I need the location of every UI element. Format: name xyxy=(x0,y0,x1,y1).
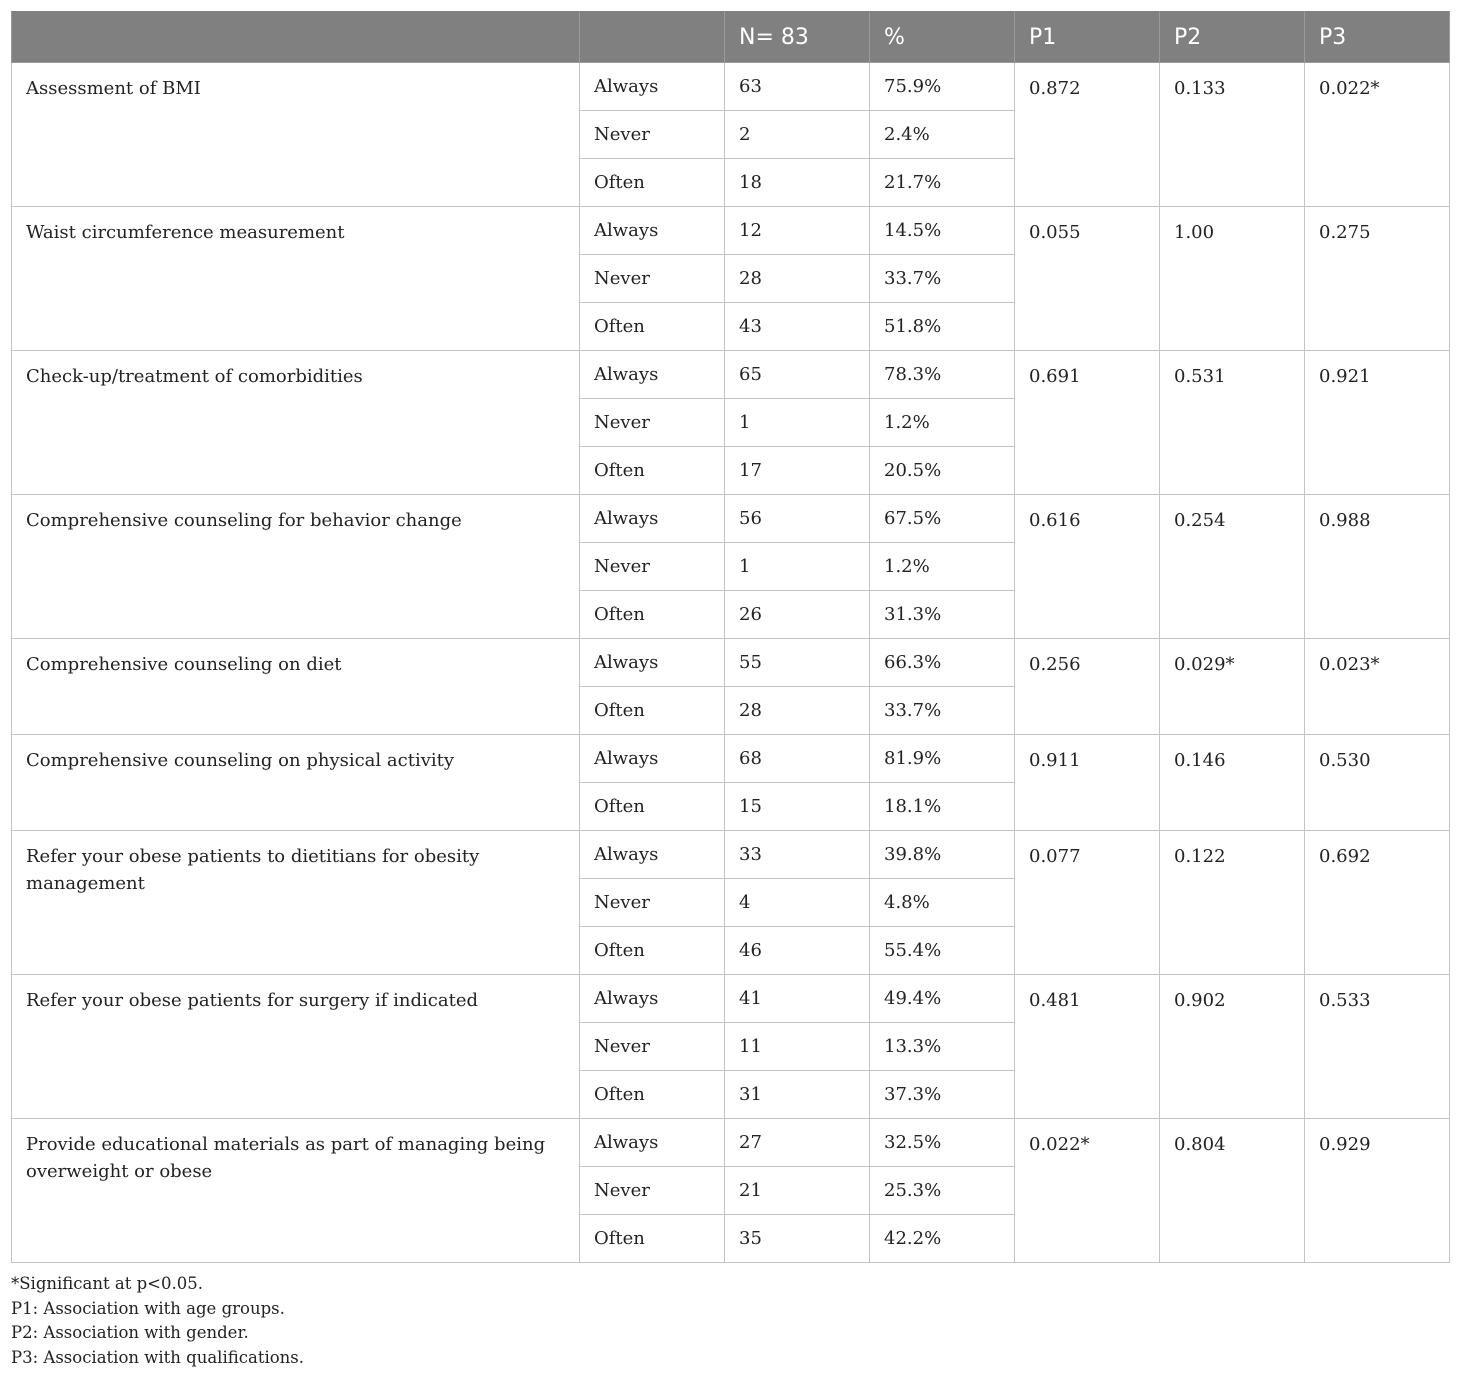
response-label: Always xyxy=(580,1119,725,1167)
p2-value: 0.804 xyxy=(1160,1119,1305,1263)
response-percent: 31.3% xyxy=(870,591,1015,639)
response-percent: 81.9% xyxy=(870,735,1015,783)
response-count: 56 xyxy=(725,495,870,543)
header-row xyxy=(12,12,1450,63)
table-row xyxy=(12,63,1450,111)
response-label: Never xyxy=(580,1023,725,1071)
p2-value: 0.133 xyxy=(1160,63,1305,207)
item-label: Refer your obese patients for surgery if indicated xyxy=(12,975,580,1119)
survey-results-table xyxy=(11,11,1450,1263)
response-label: Often xyxy=(580,303,725,351)
p3-value: 0.929 xyxy=(1305,1119,1450,1263)
response-percent: 39.8% xyxy=(870,831,1015,879)
response-count: 33 xyxy=(725,831,870,879)
response-percent: 75.9% xyxy=(870,63,1015,111)
response-count: 28 xyxy=(725,687,870,735)
response-percent: 4.8% xyxy=(870,879,1015,927)
response-count: 65 xyxy=(725,351,870,399)
response-percent: 49.4% xyxy=(870,975,1015,1023)
item-label: Comprehensive counseling on diet xyxy=(12,639,580,735)
response-percent: 33.7% xyxy=(870,255,1015,303)
response-label: Always xyxy=(580,735,725,783)
footnote-p1: P1: Association with age groups. xyxy=(11,1298,285,1318)
response-percent: 78.3% xyxy=(870,351,1015,399)
p1-value: 0.055 xyxy=(1015,207,1160,351)
response-count: 2 xyxy=(725,111,870,159)
p2-value: 0.254 xyxy=(1160,495,1305,639)
response-percent: 13.3% xyxy=(870,1023,1015,1071)
response-label: Always xyxy=(580,63,725,111)
response-percent: 21.7% xyxy=(870,159,1015,207)
response-label: Often xyxy=(580,927,725,975)
response-percent: 2.4% xyxy=(870,111,1015,159)
p3-value: 0.921 xyxy=(1305,351,1450,495)
p2-value: 0.029* xyxy=(1160,639,1305,735)
header-percent: % xyxy=(870,12,1015,63)
response-percent: 55.4% xyxy=(870,927,1015,975)
p3-value: 0.533 xyxy=(1305,975,1450,1119)
response-count: 18 xyxy=(725,159,870,207)
p1-value: 0.022* xyxy=(1015,1119,1160,1263)
p3-value: 0.530 xyxy=(1305,735,1450,831)
item-label: Waist circumference measurement xyxy=(12,207,580,351)
p2-value: 0.902 xyxy=(1160,975,1305,1119)
p2-value: 0.146 xyxy=(1160,735,1305,831)
response-count: 43 xyxy=(725,303,870,351)
response-percent: 1.2% xyxy=(870,399,1015,447)
response-label: Always xyxy=(580,975,725,1023)
response-label: Never xyxy=(580,399,725,447)
response-count: 27 xyxy=(725,1119,870,1167)
p2-value: 0.122 xyxy=(1160,831,1305,975)
response-label: Always xyxy=(580,495,725,543)
response-label: Often xyxy=(580,687,725,735)
item-label: Assessment of BMI xyxy=(12,63,580,207)
response-count: 1 xyxy=(725,399,870,447)
response-count: 46 xyxy=(725,927,870,975)
response-label: Always xyxy=(580,831,725,879)
table-row xyxy=(12,351,1450,399)
response-count: 68 xyxy=(725,735,870,783)
response-count: 15 xyxy=(725,783,870,831)
response-percent: 32.5% xyxy=(870,1119,1015,1167)
response-percent: 67.5% xyxy=(870,495,1015,543)
response-percent: 42.2% xyxy=(870,1215,1015,1263)
header-p3: P3 xyxy=(1305,12,1450,63)
p2-value: 0.531 xyxy=(1160,351,1305,495)
p1-value: 0.481 xyxy=(1015,975,1160,1119)
response-count: 21 xyxy=(725,1167,870,1215)
response-label: Never xyxy=(580,879,725,927)
item-label: Comprehensive counseling for behavior change xyxy=(12,495,580,639)
response-label: Often xyxy=(580,783,725,831)
response-count: 31 xyxy=(725,1071,870,1119)
p1-value: 0.256 xyxy=(1015,639,1160,735)
response-percent: 14.5% xyxy=(870,207,1015,255)
response-label: Often xyxy=(580,159,725,207)
response-percent: 37.3% xyxy=(870,1071,1015,1119)
response-label: Never xyxy=(580,255,725,303)
table-row xyxy=(12,735,1450,783)
p3-value: 0.023* xyxy=(1305,639,1450,735)
response-percent: 25.3% xyxy=(870,1167,1015,1215)
p1-value: 0.872 xyxy=(1015,63,1160,207)
response-count: 17 xyxy=(725,447,870,495)
response-label: Often xyxy=(580,447,725,495)
footnote-significance: *Significant at p<0.05. xyxy=(11,1274,203,1293)
header-p2: P2 xyxy=(1160,12,1305,63)
response-count: 26 xyxy=(725,591,870,639)
response-percent: 66.3% xyxy=(870,639,1015,687)
table-row xyxy=(12,207,1450,255)
response-count: 28 xyxy=(725,255,870,303)
response-count: 11 xyxy=(725,1023,870,1071)
table-row xyxy=(12,639,1450,687)
response-percent: 1.2% xyxy=(870,543,1015,591)
response-label: Never xyxy=(580,543,725,591)
table-footnotes xyxy=(11,1272,304,1370)
item-label: Refer your obese patients to dietitians for obesity management xyxy=(12,831,580,975)
p1-value: 0.691 xyxy=(1015,351,1160,495)
table-row xyxy=(12,1119,1450,1167)
item-label: Provide educational materials as part of managing being overweight or obese xyxy=(12,1119,580,1263)
footnote-p3: P3: Association with qualifications. xyxy=(11,1347,305,1367)
header-response xyxy=(580,12,725,63)
response-percent: 18.1% xyxy=(870,783,1015,831)
item-label: Comprehensive counseling on physical activity xyxy=(12,735,580,831)
response-count: 12 xyxy=(725,207,870,255)
p3-value: 0.988 xyxy=(1305,495,1450,639)
response-label: Often xyxy=(580,591,725,639)
response-label: Always xyxy=(580,639,725,687)
response-count: 63 xyxy=(725,63,870,111)
header-p1: P1 xyxy=(1015,12,1160,63)
p1-value: 0.077 xyxy=(1015,831,1160,975)
response-label: Never xyxy=(580,111,725,159)
header-n: N= 83 xyxy=(725,12,870,63)
response-percent: 20.5% xyxy=(870,447,1015,495)
p3-value: 0.692 xyxy=(1305,831,1450,975)
response-count: 4 xyxy=(725,879,870,927)
item-label: Check-up/treatment of comorbidities xyxy=(12,351,580,495)
p3-value: 0.022* xyxy=(1305,63,1450,207)
table-row xyxy=(12,495,1450,543)
p3-value: 0.275 xyxy=(1305,207,1450,351)
response-label: Often xyxy=(580,1071,725,1119)
response-count: 41 xyxy=(725,975,870,1023)
response-count: 55 xyxy=(725,639,870,687)
header-item xyxy=(12,12,580,63)
response-count: 1 xyxy=(725,543,870,591)
p1-value: 0.911 xyxy=(1015,735,1160,831)
response-percent: 51.8% xyxy=(870,303,1015,351)
footnote-p2: P2: Association with gender. xyxy=(11,1323,249,1342)
response-label: Always xyxy=(580,207,725,255)
table-row xyxy=(12,831,1450,879)
response-label: Never xyxy=(580,1167,725,1215)
p1-value: 0.616 xyxy=(1015,495,1160,639)
table-row xyxy=(12,975,1450,1023)
response-count: 35 xyxy=(725,1215,870,1263)
response-label: Always xyxy=(580,351,725,399)
response-percent: 33.7% xyxy=(870,687,1015,735)
p2-value: 1.00 xyxy=(1160,207,1305,351)
response-label: Often xyxy=(580,1215,725,1263)
